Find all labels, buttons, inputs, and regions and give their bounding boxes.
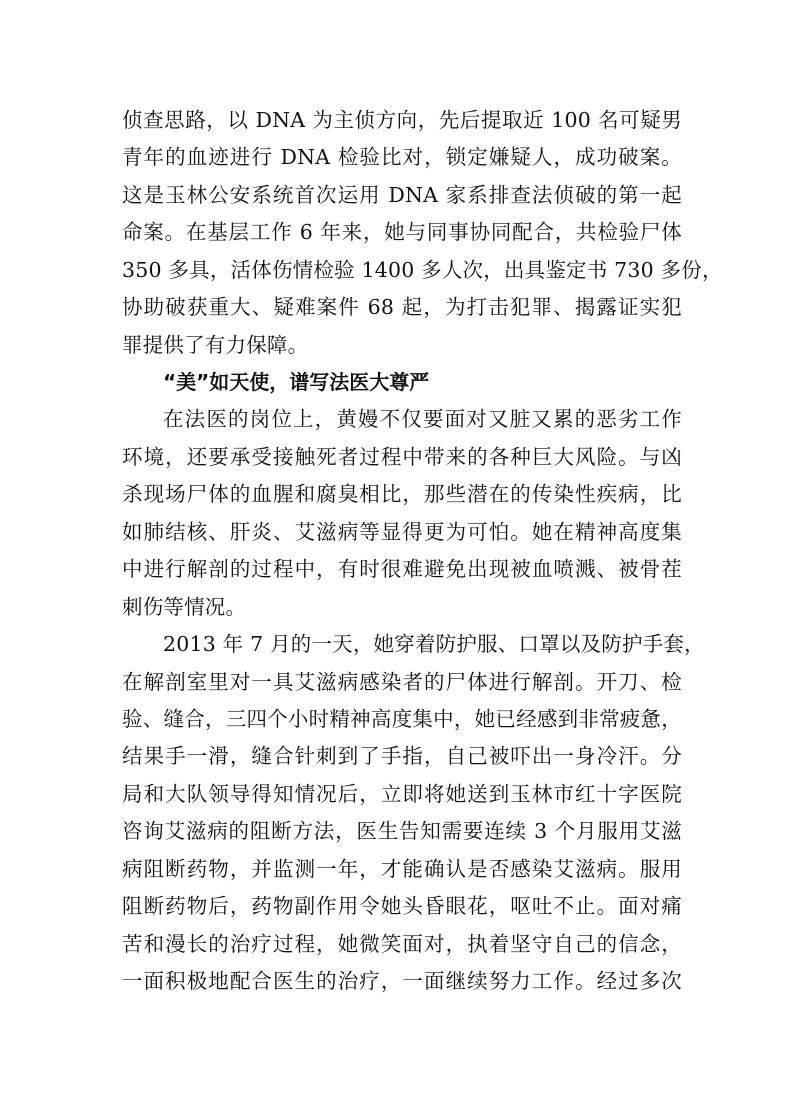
paragraph-1-line-4: 命案。在基层工作 6 年来，她与同事协同配合，共检验尸体 — [122, 220, 682, 244]
paragraph-1-line-2: 青年的血迹进行 DNA 检验比对，锁定嫌疑人，成功破案。 — [122, 145, 682, 169]
paragraph-3-line-9: 苦和漫长的治疗过程，她微笑面对，执着坚守自己的信念， — [122, 932, 682, 956]
paragraph-3-line-1: 2013 年 7 月的一天，她穿着防护服、口罩以及防护手套， — [163, 632, 705, 656]
paragraph-2-line-5: 中进行解剖的过程中，有时很难避免出现被血喷溅、被骨茬 — [122, 557, 682, 581]
paragraph-3-line-5: 局和大队领导得知情况后，立即将她送到玉林市红十字医院 — [122, 782, 682, 806]
paragraph-3-line-6: 咨询艾滋病的阻断方法，医生告知需要连续 3 个月服用艾滋 — [122, 819, 682, 843]
paragraph-1-line-3: 这是玉林公安系统首次运用 DNA 家系排查法侦破的第一起 — [122, 183, 682, 207]
paragraph-1-line-1: 侦查思路，以 DNA 为主侦方向，先后提取近 100 名可疑男 — [122, 108, 682, 132]
paragraph-2-line-2: 环境，还要承受接触死者过程中带来的各种巨大风险。与凶 — [122, 445, 682, 469]
paragraph-1-line-7: 罪提供了有力保障。 — [122, 333, 309, 357]
paragraph-3-line-7: 病阻断药物，并监测一年，才能确认是否感染艾滋病。服用 — [122, 857, 682, 881]
paragraph-2-line-6: 刺伤等情况。 — [122, 595, 247, 619]
paragraph-3-line-2: 在解剖室里对一具艾滋病感染者的尸体进行解剖。开刀、检 — [122, 670, 682, 694]
paragraph-3-line-4: 结果手一滑，缝合针刺到了手指，自己被吓出一身冷汗。分 — [122, 744, 682, 768]
paragraph-2-line-3: 杀现场尸体的血腥和腐臭相比，那些潜在的传染性疾病，比 — [122, 482, 682, 506]
paragraph-2-line-1: 在法医的岗位上，黄嫚不仅要面对又脏又累的恶劣工作 — [163, 407, 682, 431]
paragraph-3-line-8: 阻断药物后，药物副作用令她头昏眼花，呕吐不止。面对痛 — [122, 894, 682, 918]
paragraph-2-line-4: 如肺结核、肝炎、艾滋病等显得更为可怕。她在精神高度集 — [122, 520, 682, 544]
paragraph-1-line-6: 协助破获重大、疑难案件 68 起，为打击犯罪、揭露证实犯 — [122, 295, 682, 319]
paragraph-3-line-10: 一面积极地配合医生的治疗，一面继续努力工作。经过多次 — [122, 969, 682, 993]
paragraph-3-line-3: 验、缝合，三四个小时精神高度集中，她已经感到非常疲惫， — [122, 707, 682, 731]
paragraph-1-line-5: 350 多具，活体伤情检验 1400 多人次，出具鉴定书 730 多份， — [122, 258, 723, 282]
section-heading: “美”如天使，谱写法医大尊严 — [163, 370, 430, 394]
